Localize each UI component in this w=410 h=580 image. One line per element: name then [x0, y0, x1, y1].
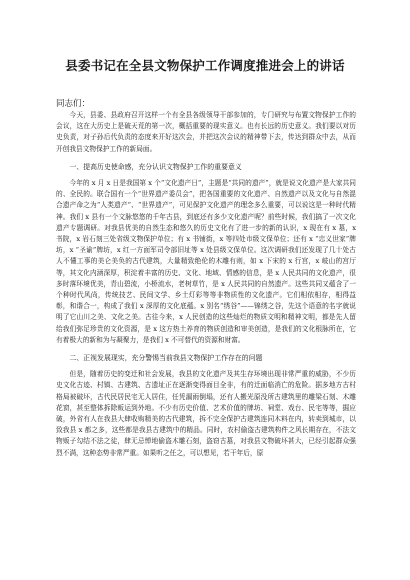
salutation: 同志们： — [56, 99, 91, 109]
document-body — [56, 110, 356, 459]
section-1-paragraph: 今年的 x 月 x 日是我国第 x 个“文化遗产日”，主题是“共同的遗产”，就是说文化遗产是大家共同的、全民的。联合国有一个“世界遗产委员会”，把各国重要的文化遗产、自然遗产以及文化与自然混合遗产命之为“人类遗产”、“世界遗产”，可见保护文化遗产的理念多么重要，可以说这是一种时代精神。我们 x 县有一个文脉悠悠的千年古县，到底还有多少文化遗产呢？前些时候，我们搞了一次文化遗产专题调研。对我县优美的自然生态和悠久的历史文化有了进一步的新的认识，x 现在有 x 墓，x 书院，x 岩石刻三处省级文物保护单位；有 x 书铺街，x 等四处市级文保单位；还有 x “忠义世家”牌坊，x “圣谕”牌坊，x 红一方面军司令部旧址等 x 处县级文保单位。这次调研我们还发现了几十处古人不懂工事的美仑美奂的古代建筑，大量精致绝伦的木雕有则，如 x 下宋的 x 行宫，x 岐山的宫厅等，其文化内涵深厚，积淀着丰富的历史、文化、地域、情感的信息，是 x 人民共同的文化遗产，很多时落环境优美，青山碧流，小桥流水，老树草竹，是 x 人民共同的自然遗产。这些共同又蕴含了一个种时代风尚，传统技艺、民间文学、乡土灯彩等等非物质性的文化遗产。它们相依相存，相得益彰，和谐合一，构成了我们 x 深厚的文化底蕴。x 别名“绣谷”——锦绣之谷，先这个语意的名字就说明了它山川之美、文化之美。古往今来，x 人民创造的这些灿烂的物质文明和精神文明，都是先人留给我们弥足珍贵的文化资源，是 x 这方热土养育的物质创造和审美创造，是我们的文化根脉所在，它有着极大的新和为与凝聚力，是我们 x 不可替代的资源和财富。 — [56, 179, 356, 344]
intro-paragraph: 今天，县委、县政府召开这样一个有全县各级领导干部参加的，专门研究与布置文物保护工作的会议，这在大历史上是破天荒的第一次，概括重要的现实意义。也有长远的历史意义。我们要以对历史负责，对子孙后代负责的态度来开好这次会，并把这次会议的精神带下去，传达到群众中去，从而开创我县文物保护工作的新局面。 — [56, 111, 356, 153]
section-heading-1: 一、提高历史使命感，充分认识文物保护工作的重要意义 — [69, 162, 242, 171]
document-title: 县委书记在全县文物保护工作调度推进会上的讲话 — [65, 58, 345, 73]
section-2-paragraph: 但是，随着历史的变迁和社会发展，我县的文化遗产及其生存环境出现非常严重的威胁，不少历史文化古迹、村镇、古建筑、古遗址正在逐渐变得面目全非，有的迁面临消亡的危险。据多地方古村格局被破坏，古代民居民宅无人居住，任凭漏雨倒塌，还有人搬光原没所古建筑里的雕梁石刻、木雕花窗，甚至整体拆除贩运到外地。不少有历史价值、艺术价值的牌坊、祠堂、戏台、民宅等等，掘应破，外省有人在我县大肆收购精美的古代建筑，拆不完全保护古建筑连同木料在内，转卖到城市，以致我县 x 都之多，这些都是我县古建筑中的精品。同时，农村偷盗古建筑构件之风长期存在，不法文物贩子勾结不法之徒，肆无忌惮地偷盗木雕石刻，盗窃古墓，对我县文物破坏甚大，已经引起群众强烈不满，这种态势非常严重。如果听之任之，可以想见，若干年后，原 — [56, 370, 356, 457]
section-heading-2: 二、正视发展现实，充分警惕当前我县文物保护工作存在的问题 — [69, 354, 263, 363]
